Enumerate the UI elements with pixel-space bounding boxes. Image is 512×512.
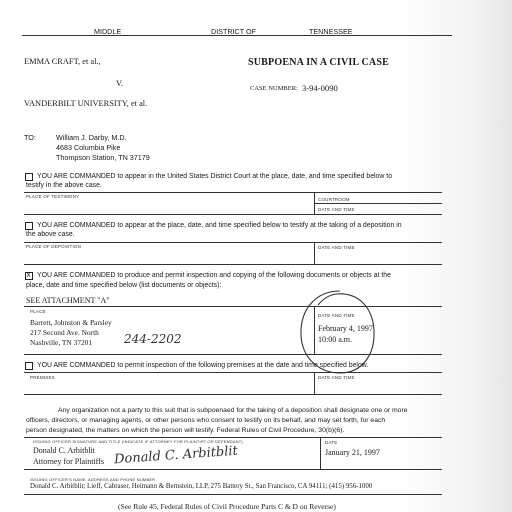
section3-text-2: place, date and time specified below (list documents or objects): (26, 282, 222, 289)
premises-label: PREMISES (30, 375, 55, 380)
place-line-1: Barrett, Johnston & Parsley (30, 318, 112, 327)
place-of-testimony-label: PLACE OF TESTIMONY (26, 194, 80, 199)
notice-line-3: person designated, the matters on which the person will testify. Federal Rules of Civil Procedure, 30(b)(6). (26, 427, 345, 434)
notice-line-2: officers, directors, or managing agents, or other persons who consent to testify on its behalf, and may set forth, for each (26, 417, 386, 424)
officer-date-label: DATE (325, 440, 338, 445)
officer-signature: Donald C. Arbitblit (113, 443, 239, 468)
section3-datetime-label: DATE AND TIME (318, 313, 355, 318)
case-number-label: CASE NUMBER: (250, 85, 298, 92)
officer-name: Donald C. Arbitblit (33, 446, 95, 455)
section2-datetime-label: DATE AND TIME (318, 245, 355, 250)
notice-line-1: Any organization not a party to this suit that is subpoenaed for the taking of a deposition shall designate one or more (58, 407, 408, 414)
section3-place-label: PLACE (30, 309, 46, 314)
section4-text-1: YOU ARE COMMANDED to permit inspection of the following premises at the date and time specified below. (37, 362, 369, 369)
checkbox-inspect-premises[interactable] (25, 362, 33, 370)
recipient-address-1: 4683 Columbia Pike (56, 143, 121, 152)
defendant-name: VANDERBILT UNIVERSITY, et al. (24, 99, 148, 108)
officer-address: Donald C. Arbitblit; Lieff, Cabraser, Heimann & Bernstein, LLP, 275 Battery St., San Francisco, CA 94111; (415) 956-1000 (30, 483, 373, 490)
section2-text-2: the above case. (26, 231, 75, 238)
section1-text-2: testify in the above case. (26, 182, 102, 189)
officer-signature-label: ISSUING OFFICER SIGNATURE AND TITLE (INDICATE IF ATTORNEY FOR PLAINTIFF OR DEFENDANT) (33, 439, 243, 444)
officer-address-label: ISSUING OFFICER'S NAME, ADDRESS AND PHONE NUMBER (30, 477, 156, 482)
to-label: TO: (24, 133, 36, 142)
checkbox-deposition[interactable] (25, 222, 33, 230)
place-of-deposition-label: PLACE OF DEPOSITION (26, 244, 82, 249)
district-state: TENNESSEE (309, 27, 353, 36)
place-line-2: 217 Second Ave. North (30, 328, 99, 337)
place-line-3: Nashville, TN 37201 (30, 338, 93, 347)
section3-text-1: YOU ARE COMMANDED to produce and permit inspection and copying of the following documents or objects at the (37, 272, 391, 279)
checkbox-produce-documents[interactable] (25, 272, 33, 280)
production-time: 10:00 a.m. (318, 335, 352, 344)
officer-date: January 21, 1997 (325, 448, 380, 457)
section2-text-1: YOU ARE COMMANDED to appear at the place, date, and time specified below to testify at the taking of a deposition in (37, 222, 402, 229)
attachment-reference: SEE ATTACHMENT "A" (26, 296, 110, 305)
versus-label: V. (116, 79, 124, 88)
officer-title: Attorney for Plaintiffs (33, 457, 104, 466)
plaintiff-name: EMMA CRAFT, et al., (24, 57, 101, 66)
document-title: SUBPOENA IN A CIVIL CASE (248, 57, 389, 68)
recipient-address-2: Thompson Station, TN 37179 (56, 153, 150, 162)
section4-datetime-label: DATE AND TIME (318, 375, 355, 380)
recipient-name: William J. Darby, M.D. (56, 133, 127, 142)
handwritten-phone-note: 244-2202 (124, 332, 182, 346)
district-of-label: DISTRICT OF (211, 27, 256, 36)
section1-datetime-label: DATE AND TIME (318, 207, 355, 212)
checkbox-testify-court[interactable] (25, 173, 33, 181)
section1-text-1: YOU ARE COMMANDED to appear in the United States District Court at the place, date, and time specified below to (37, 173, 393, 180)
production-date: February 4, 1997 (318, 324, 373, 333)
footer-rule-reference: (See Rule 45, Federal Rules of Civil Procedure Parts C & D on Reverse) (118, 502, 336, 511)
district-prefix: MIDDLE (94, 27, 122, 36)
case-number: 3-94-0090 (302, 83, 338, 93)
courtroom-label: COURTROOM (318, 197, 350, 202)
